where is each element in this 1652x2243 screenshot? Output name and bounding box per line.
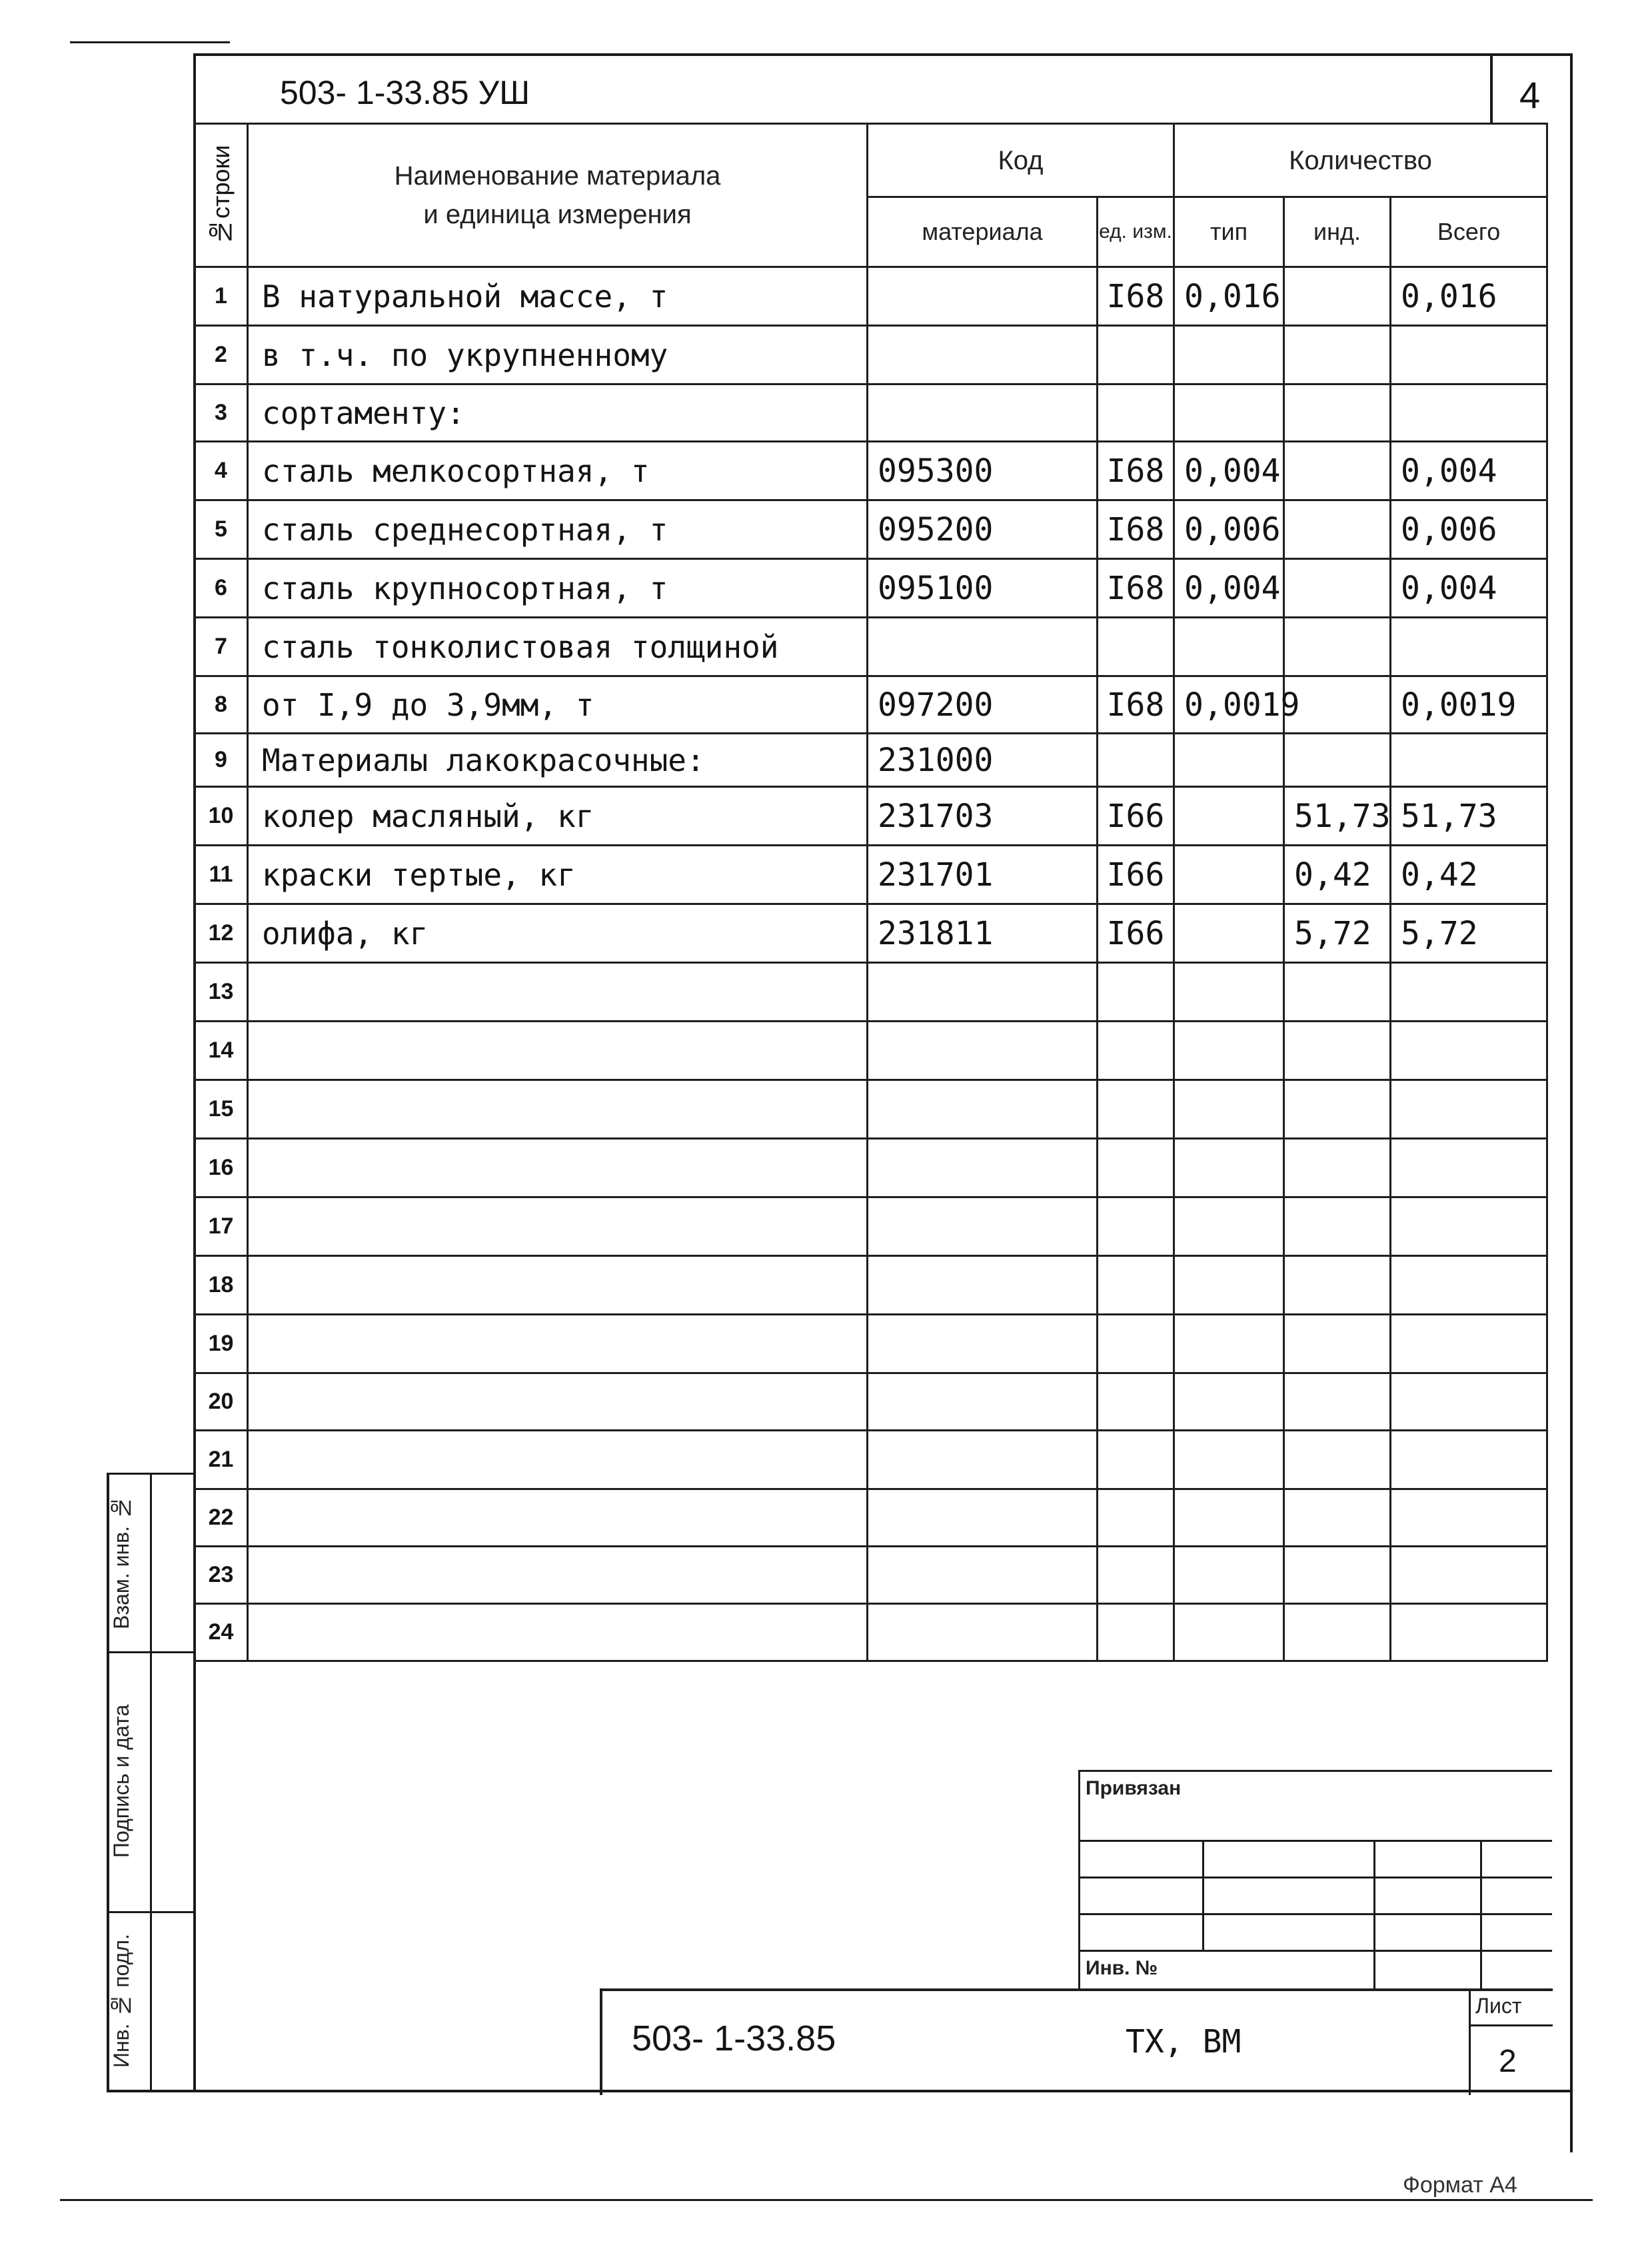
unit-code [1098, 326, 1174, 384]
title-sheet-line [1469, 2024, 1553, 2026]
material-name: колер масляный, кг [248, 787, 868, 846]
qty-total [1391, 734, 1547, 787]
qty-total [1391, 1022, 1547, 1080]
row-number: 4 [195, 442, 248, 500]
material-name [248, 1022, 868, 1080]
material-code [868, 1604, 1098, 1661]
col-name-header [248, 124, 868, 267]
col-qty-header: Количество [1174, 124, 1547, 197]
qty-ind [1284, 559, 1391, 618]
unit-code [1098, 1139, 1174, 1197]
side-stamp-top [107, 1473, 196, 1475]
table-row [195, 1547, 1547, 1604]
inv-podl-label: Инв. № подл. [109, 1934, 133, 2068]
unit-code [1098, 384, 1174, 442]
material-name: олифа, кг [248, 904, 868, 963]
qty-ind [1284, 1489, 1391, 1547]
qty-typ [1174, 963, 1284, 1022]
unit-code [1098, 1080, 1174, 1139]
qty-ind [1284, 442, 1391, 500]
unit-code: I68 [1098, 267, 1174, 326]
qty-ind [1284, 1315, 1391, 1373]
material-code [868, 1080, 1098, 1139]
table-row [195, 904, 1547, 963]
row-number: 21 [195, 1431, 248, 1489]
row-number: 16 [195, 1139, 248, 1197]
material-code [868, 326, 1098, 384]
material-code [868, 1431, 1098, 1489]
col-rownum-label: №строки [207, 145, 235, 246]
qty-total [1391, 1489, 1547, 1547]
qty-ind: 5,72 [1284, 904, 1391, 963]
qty-total [1391, 1139, 1547, 1197]
qty-total: 0,006 [1391, 500, 1547, 559]
table-row [195, 500, 1547, 559]
row-number: 14 [195, 1022, 248, 1080]
material-name: от I,9 до 3,9мм, т [248, 676, 868, 734]
col-code-material-header: материала [868, 197, 1098, 267]
material-code: 097200 [868, 676, 1098, 734]
table-row [195, 267, 1547, 326]
col-code-header: Код [868, 124, 1174, 197]
qty-ind [1284, 1080, 1391, 1139]
qty-total [1391, 1315, 1547, 1373]
qty-ind: 51,73 [1284, 787, 1391, 846]
qty-ind [1284, 734, 1391, 787]
col-qty-typ-header: тип [1174, 197, 1284, 267]
table-row [195, 1139, 1547, 1197]
material-code: 095200 [868, 500, 1098, 559]
unit-code [1098, 1547, 1174, 1604]
qty-typ [1174, 1139, 1284, 1197]
qty-typ: 0,016 [1174, 267, 1284, 326]
unit-code: I68 [1098, 676, 1174, 734]
unit-code [1098, 1604, 1174, 1661]
privyazan-label: Привязан [1086, 1777, 1182, 1799]
table-row [195, 846, 1547, 904]
material-name: сталь тонколистовая толщиной [248, 618, 868, 676]
qty-typ [1174, 1315, 1284, 1373]
table-row [195, 326, 1547, 384]
material-name [248, 963, 868, 1022]
material-code [868, 618, 1098, 676]
title-doc-code: 503- 1-33.85 [632, 2018, 836, 2058]
row-number: 10 [195, 787, 248, 846]
qty-ind [1284, 618, 1391, 676]
row-number: 1 [195, 267, 248, 326]
qty-typ [1174, 618, 1284, 676]
sheet-box-divider [1490, 53, 1493, 123]
qty-ind [1284, 384, 1391, 442]
binding-col-1 [1202, 1840, 1204, 1950]
doc-code-top: 503- 1-33.85 УШ [280, 74, 530, 111]
unit-code [1098, 1373, 1174, 1431]
row-number: 11 [195, 846, 248, 904]
row-number: 2 [195, 326, 248, 384]
top-rule [70, 41, 230, 43]
inv-no-label: Инв. № [1086, 1957, 1158, 1979]
table-row [195, 1489, 1547, 1547]
qty-ind [1284, 1547, 1391, 1604]
material-code [868, 1547, 1098, 1604]
table-row [195, 442, 1547, 500]
material-code [868, 1197, 1098, 1256]
qty-typ [1174, 904, 1284, 963]
material-code: 095100 [868, 559, 1098, 618]
materials-table [193, 123, 1548, 1662]
unit-code [1098, 1489, 1174, 1547]
qty-typ [1174, 384, 1284, 442]
qty-typ [1174, 734, 1284, 787]
qty-total: 0,016 [1391, 267, 1547, 326]
title-doc-type: ТХ, ВМ [1126, 2023, 1241, 2060]
material-name: Материалы лакокрасочные: [248, 734, 868, 787]
qty-total: 0,004 [1391, 559, 1547, 618]
qty-ind [1284, 963, 1391, 1022]
qty-ind [1284, 267, 1391, 326]
qty-total [1391, 1197, 1547, 1256]
table-row [195, 1604, 1547, 1661]
unit-code [1098, 734, 1174, 787]
qty-total [1391, 384, 1547, 442]
table-row [195, 963, 1547, 1022]
header-row-1 [195, 124, 1547, 197]
table-row [195, 1315, 1547, 1373]
table-row [195, 1256, 1547, 1315]
title-sheet-divider [1469, 1991, 1471, 2095]
sheet-number-top: 4 [1519, 74, 1541, 116]
qty-total [1391, 1080, 1547, 1139]
qty-ind [1284, 1022, 1391, 1080]
unit-code [1098, 1431, 1174, 1489]
qty-total [1391, 1547, 1547, 1604]
material-name: сталь мелкосортная, т [248, 442, 868, 500]
material-code [868, 963, 1098, 1022]
qty-total [1391, 1373, 1547, 1431]
qty-total: 0,0019 [1391, 676, 1547, 734]
material-name [248, 1373, 868, 1431]
material-code [868, 1022, 1098, 1080]
qty-typ: 0,0019 [1174, 676, 1284, 734]
row-number: 9 [195, 734, 248, 787]
side-stamp-inner [150, 1473, 152, 2092]
qty-typ: 0,004 [1174, 442, 1284, 500]
unit-code: I68 [1098, 500, 1174, 559]
material-name [248, 1197, 868, 1256]
row-number: 7 [195, 618, 248, 676]
table-row [195, 1431, 1547, 1489]
vzam-inv-label: Взам. инв. № [109, 1496, 133, 1629]
row-number: 5 [195, 500, 248, 559]
qty-typ [1174, 787, 1284, 846]
qty-total [1391, 1604, 1547, 1661]
frame-right [1570, 53, 1573, 2152]
unit-code [1098, 963, 1174, 1022]
row-number: 19 [195, 1315, 248, 1373]
qty-total [1391, 618, 1547, 676]
row-number: 24 [195, 1604, 248, 1661]
row-number: 3 [195, 384, 248, 442]
format-label: Формат А4 [1403, 2172, 1517, 2198]
qty-ind [1284, 1431, 1391, 1489]
qty-typ [1174, 1489, 1284, 1547]
qty-ind [1284, 1197, 1391, 1256]
material-name: сталь среднесортная, т [248, 500, 868, 559]
material-name [248, 1256, 868, 1315]
qty-ind [1284, 326, 1391, 384]
bottom-rule [60, 2199, 1593, 2201]
material-code: 095300 [868, 442, 1098, 500]
table-row [195, 384, 1547, 442]
material-code [868, 1256, 1098, 1315]
qty-typ [1174, 1080, 1284, 1139]
col-rownum-header [195, 124, 248, 267]
material-code: 231811 [868, 904, 1098, 963]
material-code [868, 267, 1098, 326]
qty-typ [1174, 1604, 1284, 1661]
material-code [868, 1373, 1098, 1431]
table-row [195, 1022, 1547, 1080]
table-row [195, 618, 1547, 676]
row-number: 15 [195, 1080, 248, 1139]
material-name: в т.ч. по укрупненному [248, 326, 868, 384]
row-number: 8 [195, 676, 248, 734]
material-code: 231703 [868, 787, 1098, 846]
row-number: 13 [195, 963, 248, 1022]
qty-typ [1174, 1256, 1284, 1315]
unit-code: I66 [1098, 846, 1174, 904]
materials-table-body [195, 267, 1547, 1661]
material-name [248, 1139, 868, 1197]
qty-typ [1174, 326, 1284, 384]
unit-code [1098, 1197, 1174, 1256]
row-number: 22 [195, 1489, 248, 1547]
qty-ind [1284, 676, 1391, 734]
col-name-line1: Наименование материала [394, 161, 721, 191]
qty-ind [1284, 1139, 1391, 1197]
unit-code [1098, 1315, 1174, 1373]
qty-typ: 0,006 [1174, 500, 1284, 559]
material-code [868, 1139, 1098, 1197]
qty-total: 5,72 [1391, 904, 1547, 963]
unit-code: I66 [1098, 787, 1174, 846]
frame-top [193, 53, 1573, 56]
unit-code: I68 [1098, 559, 1174, 618]
material-code [868, 1489, 1098, 1547]
table-row [195, 676, 1547, 734]
qty-total [1391, 1431, 1547, 1489]
row-number: 6 [195, 559, 248, 618]
sheet-label: Лист [1475, 1994, 1522, 2018]
table-row [195, 1080, 1547, 1139]
qty-typ [1174, 846, 1284, 904]
binding-col-3 [1480, 1840, 1482, 1990]
qty-typ [1174, 1197, 1284, 1256]
material-code: 231701 [868, 846, 1098, 904]
table-row [195, 559, 1547, 618]
row-number: 18 [195, 1256, 248, 1315]
unit-code: I68 [1098, 442, 1174, 500]
qty-typ: 0,004 [1174, 559, 1284, 618]
col-qty-ind-header: инд. [1284, 197, 1391, 267]
qty-ind [1284, 1256, 1391, 1315]
qty-ind [1284, 1604, 1391, 1661]
qty-typ [1174, 1373, 1284, 1431]
side-stamp-div2 [107, 1911, 196, 1913]
row-number: 23 [195, 1547, 248, 1604]
table-row [195, 1373, 1547, 1431]
qty-typ [1174, 1547, 1284, 1604]
material-name: краски тертые, кг [248, 846, 868, 904]
col-code-unit-header: ед. изм. [1098, 197, 1174, 267]
podpis-data-label: Подпись и дата [109, 1704, 133, 1859]
qty-typ [1174, 1022, 1284, 1080]
unit-code [1098, 1256, 1174, 1315]
table-row [195, 787, 1547, 846]
qty-total [1391, 1256, 1547, 1315]
material-name: сортаменту: [248, 384, 868, 442]
sheet-value: 2 [1499, 2044, 1517, 2079]
qty-total: 0,42 [1391, 846, 1547, 904]
unit-code [1098, 618, 1174, 676]
material-name [248, 1604, 868, 1661]
qty-ind [1284, 500, 1391, 559]
qty-ind [1284, 1373, 1391, 1431]
qty-typ [1174, 1431, 1284, 1489]
binding-col-2 [1373, 1840, 1375, 1990]
material-name [248, 1431, 868, 1489]
qty-total [1391, 963, 1547, 1022]
material-code [868, 1315, 1098, 1373]
binding-block [1078, 1770, 1552, 1990]
material-name [248, 1547, 868, 1604]
material-name: сталь крупносортная, т [248, 559, 868, 618]
row-number: 20 [195, 1373, 248, 1431]
col-name-line2: и единица измерения [423, 200, 692, 229]
qty-total [1391, 326, 1547, 384]
qty-total: 0,004 [1391, 442, 1547, 500]
col-qty-total-header: Всего [1391, 197, 1547, 267]
material-name: В натуральной массе, т [248, 267, 868, 326]
row-number: 17 [195, 1197, 248, 1256]
row-number: 12 [195, 904, 248, 963]
qty-ind: 0,42 [1284, 846, 1391, 904]
material-name [248, 1489, 868, 1547]
table-row [195, 1197, 1547, 1256]
material-code: 231000 [868, 734, 1098, 787]
qty-total: 51,73 [1391, 787, 1547, 846]
table-row [195, 734, 1547, 787]
material-name [248, 1315, 868, 1373]
material-name [248, 1080, 868, 1139]
unit-code [1098, 1022, 1174, 1080]
unit-code: I66 [1098, 904, 1174, 963]
side-stamp-div1 [107, 1651, 196, 1653]
title-block [600, 1988, 1553, 2095]
material-code [868, 384, 1098, 442]
